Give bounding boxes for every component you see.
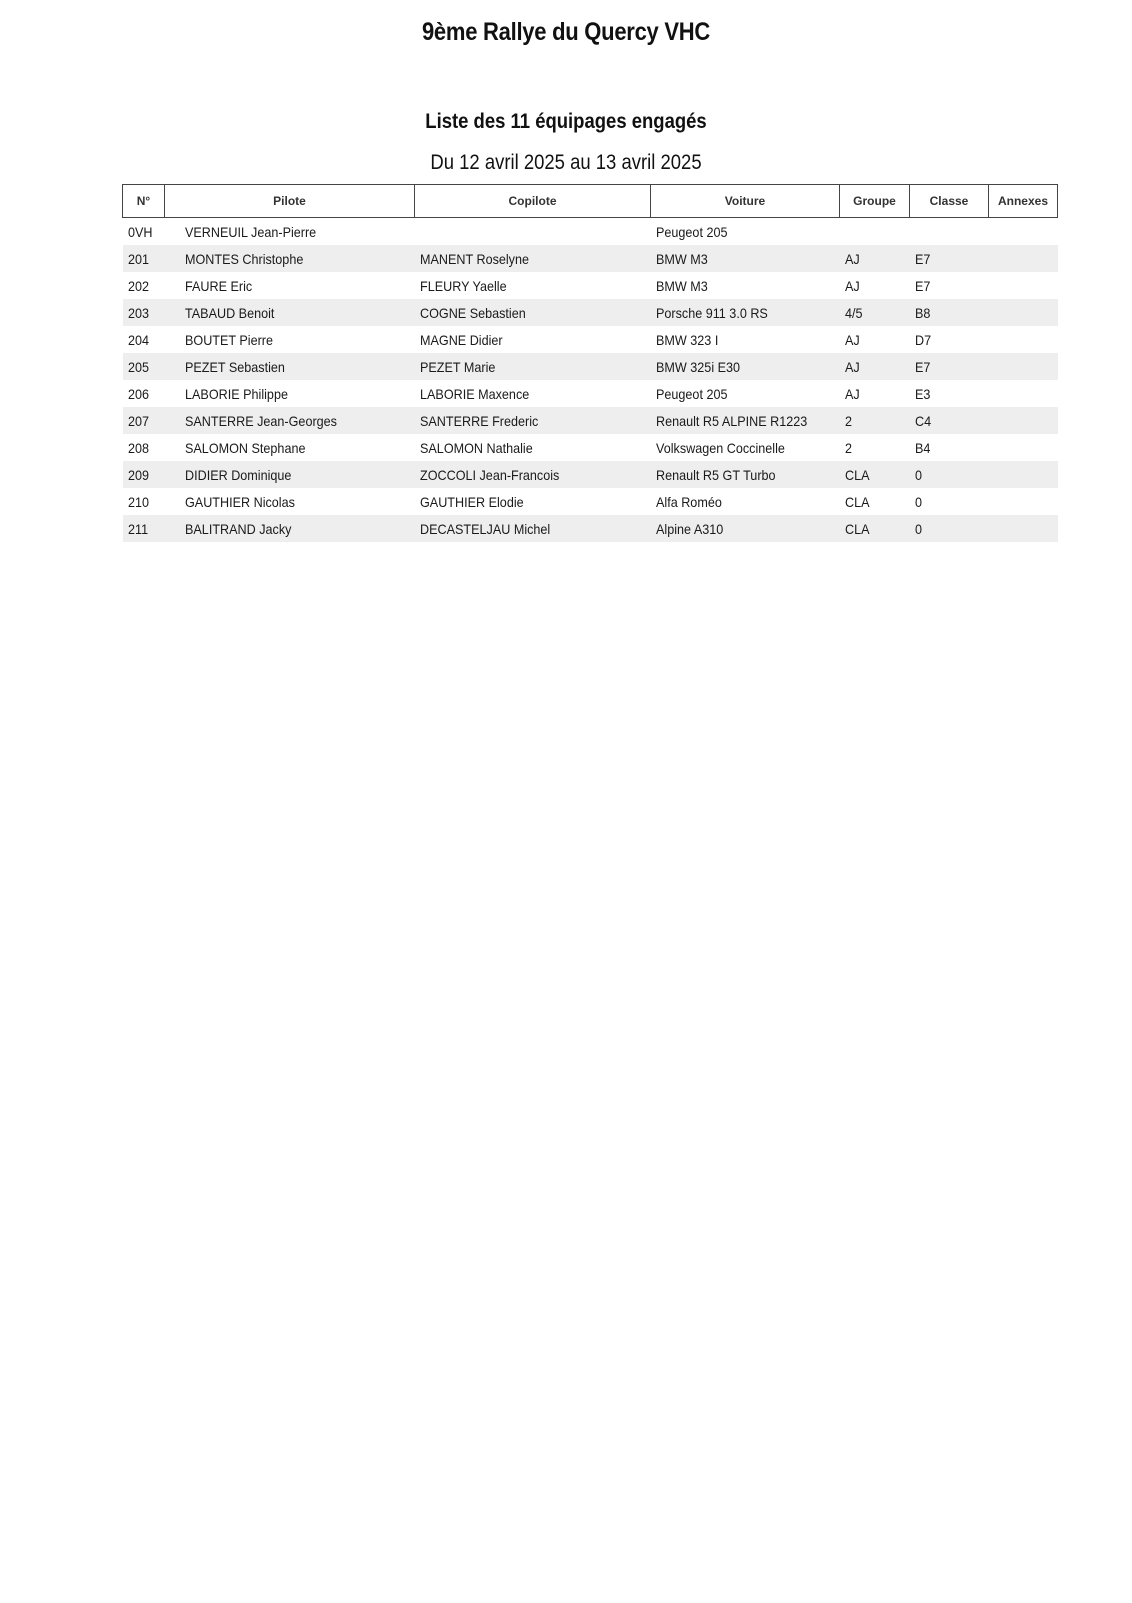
entries-table bbox=[122, 184, 1058, 542]
cell-voiture: Alfa Roméo bbox=[655, 493, 722, 510]
cell-copilote: PEZET Marie bbox=[415, 353, 651, 380]
document-subtitle: Liste des 11 équipages engagés bbox=[425, 110, 707, 133]
cell-annexes bbox=[989, 299, 1058, 326]
cell-pilote: MONTES Christophe bbox=[165, 245, 415, 272]
event-dates: Du 12 avril 2025 au 13 avril 2025 bbox=[430, 151, 702, 174]
cell-classe: E7 bbox=[910, 245, 989, 272]
cell-groupe: 2 bbox=[840, 407, 910, 434]
cell-copilote: MAGNE Didier bbox=[419, 331, 503, 348]
cell-classe: 0 bbox=[910, 461, 989, 488]
cell-voiture: Renault R5 GT Turbo bbox=[651, 461, 840, 488]
cell-annexes bbox=[989, 218, 1058, 246]
cell-pilote: DIDIER Dominique bbox=[165, 461, 415, 488]
cell-groupe: CLA bbox=[840, 515, 910, 542]
cell-classe: 0 bbox=[910, 515, 989, 542]
table-header-row bbox=[123, 185, 1058, 218]
table-row bbox=[123, 272, 1058, 299]
header-classe: Classe bbox=[910, 185, 989, 218]
cell-classe: B8 bbox=[910, 299, 989, 326]
cell-groupe bbox=[840, 218, 910, 246]
cell-annexes bbox=[989, 245, 1058, 272]
cell-num: 0VH bbox=[127, 223, 153, 240]
table-row bbox=[123, 299, 1058, 326]
cell-copilote: SALOMON Nathalie bbox=[419, 439, 533, 456]
cell-pilote: PEZET Sebastien bbox=[165, 353, 415, 380]
cell-copilote: GAUTHIER Elodie bbox=[419, 493, 524, 510]
cell-voiture: BMW M3 bbox=[651, 245, 840, 272]
cell-pilote: GAUTHIER Nicolas bbox=[184, 493, 295, 510]
cell-copilote: SANTERRE Frederic bbox=[415, 407, 651, 434]
cell-annexes bbox=[989, 407, 1058, 434]
cell-num: 210 bbox=[127, 493, 149, 510]
cell-pilote: TABAUD Benoit bbox=[165, 299, 415, 326]
cell-groupe: 2 bbox=[844, 439, 852, 456]
table-row bbox=[123, 245, 1058, 272]
cell-annexes bbox=[989, 353, 1058, 380]
cell-num: 209 bbox=[123, 461, 165, 488]
table-row bbox=[123, 380, 1058, 407]
cell-classe: D7 bbox=[914, 331, 931, 348]
cell-classe: C4 bbox=[910, 407, 989, 434]
cell-pilote: BALITRAND Jacky bbox=[165, 515, 415, 542]
cell-voiture: Peugeot 205 bbox=[655, 385, 727, 402]
cell-voiture: Alpine A310 bbox=[651, 515, 840, 542]
cell-voiture: BMW 325i E30 bbox=[651, 353, 840, 380]
cell-classe: 0 bbox=[914, 493, 922, 510]
cell-copilote: ZOCCOLI Jean-Francois bbox=[415, 461, 651, 488]
cell-voiture: BMW M3 bbox=[655, 277, 708, 294]
cell-pilote: SALOMON Stephane bbox=[184, 439, 305, 456]
cell-classe: E3 bbox=[914, 385, 930, 402]
header-voiture: Voiture bbox=[651, 185, 840, 218]
cell-annexes bbox=[989, 461, 1058, 488]
cell-num: 205 bbox=[123, 353, 165, 380]
table-row bbox=[123, 353, 1058, 380]
cell-pilote: LABORIE Philippe bbox=[184, 385, 288, 402]
cell-num: 211 bbox=[123, 515, 165, 542]
table-row bbox=[123, 461, 1058, 488]
cell-groupe: CLA bbox=[844, 493, 870, 510]
cell-classe: E7 bbox=[910, 353, 989, 380]
cell-groupe: AJ bbox=[844, 277, 860, 294]
cell-annexes bbox=[989, 434, 1058, 461]
cell-annexes bbox=[989, 326, 1058, 353]
cell-num: 203 bbox=[123, 299, 165, 326]
cell-copilote: COGNE Sebastien bbox=[415, 299, 651, 326]
cell-voiture: Renault R5 ALPINE R1223 bbox=[651, 407, 840, 434]
table-row bbox=[123, 515, 1058, 542]
cell-copilote: MANENT Roselyne bbox=[415, 245, 651, 272]
cell-groupe: 4/5 bbox=[840, 299, 910, 326]
table-row bbox=[123, 488, 1058, 515]
header-annexes: Annexes bbox=[989, 185, 1058, 218]
cell-classe bbox=[910, 218, 989, 246]
cell-pilote: SANTERRE Jean-Georges bbox=[165, 407, 415, 434]
header-groupe: Groupe bbox=[840, 185, 910, 218]
cell-copilote bbox=[415, 218, 651, 246]
cell-pilote: BOUTET Pierre bbox=[184, 331, 273, 348]
cell-groupe: AJ bbox=[844, 385, 860, 402]
cell-num: 207 bbox=[123, 407, 165, 434]
cell-copilote: DECASTELJAU Michel bbox=[415, 515, 651, 542]
cell-num: 206 bbox=[127, 385, 149, 402]
cell-num: 202 bbox=[127, 277, 149, 294]
cell-pilote: VERNEUIL Jean-Pierre bbox=[184, 223, 316, 240]
table-row bbox=[123, 407, 1058, 434]
header-pilote: Pilote bbox=[165, 185, 415, 218]
cell-voiture: Volkswagen Coccinelle bbox=[655, 439, 785, 456]
cell-annexes bbox=[989, 488, 1058, 515]
document-title: 9ème Rallye du Quercy VHC bbox=[421, 18, 711, 46]
cell-groupe: CLA bbox=[840, 461, 910, 488]
cell-pilote: FAURE Eric bbox=[184, 277, 252, 294]
cell-num: 208 bbox=[127, 439, 149, 456]
cell-annexes bbox=[989, 380, 1058, 407]
cell-annexes bbox=[989, 272, 1058, 299]
cell-voiture: Porsche 911 3.0 RS bbox=[651, 299, 840, 326]
cell-num: 201 bbox=[123, 245, 165, 272]
cell-num: 204 bbox=[127, 331, 149, 348]
table-row bbox=[123, 218, 1058, 246]
cell-groupe: AJ bbox=[844, 331, 860, 348]
cell-voiture: Peugeot 205 bbox=[655, 223, 727, 240]
header-copilote: Copilote bbox=[415, 185, 651, 218]
table-row bbox=[123, 326, 1058, 353]
header-num: N° bbox=[123, 185, 165, 218]
cell-classe: B4 bbox=[914, 439, 930, 456]
table-row bbox=[123, 434, 1058, 461]
cell-groupe: AJ bbox=[840, 353, 910, 380]
cell-voiture: BMW 323 I bbox=[655, 331, 718, 348]
cell-classe: E7 bbox=[914, 277, 930, 294]
cell-groupe: AJ bbox=[840, 245, 910, 272]
cell-copilote: LABORIE Maxence bbox=[419, 385, 529, 402]
cell-copilote: FLEURY Yaelle bbox=[419, 277, 507, 294]
cell-annexes bbox=[989, 515, 1058, 542]
